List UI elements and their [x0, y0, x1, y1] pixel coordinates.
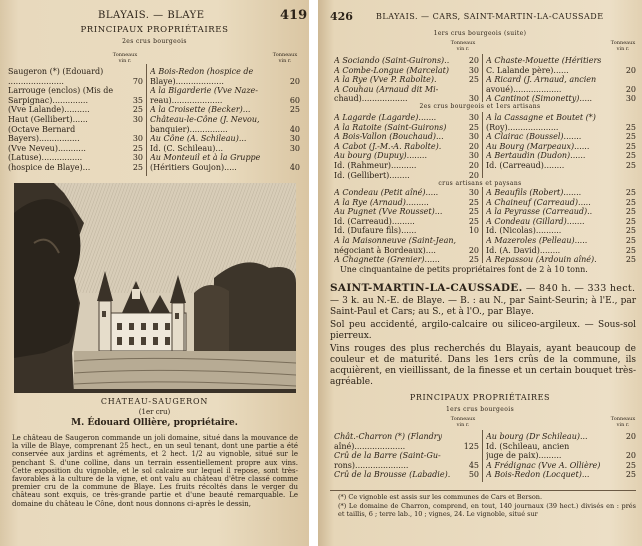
tonneaux-value: 70 — [132, 76, 143, 86]
tonneaux-value: 30 — [289, 134, 300, 144]
owner-name: A Bois-Redon (hospice de — [150, 67, 254, 76]
tonneaux-value — [297, 153, 300, 163]
tonneaux-value: 25 — [132, 143, 143, 153]
owner-name: A Bertaudin (Dudon)...... — [486, 151, 586, 161]
tonneaux-value: 25 — [468, 75, 479, 85]
subsection-title: 1ers crus bourgeois — [445, 406, 515, 413]
owner-name: A Frédignac (Vve A. Ollière) — [486, 460, 601, 470]
tonneaux-value — [140, 67, 143, 77]
tonneaux-value: 20 — [468, 245, 479, 255]
tonneaux-value — [140, 125, 143, 135]
owner-name: rons)..................... — [334, 460, 409, 470]
page-number: 419 — [280, 8, 308, 23]
owner-name: Au bourg (Dupuy)........ — [334, 151, 427, 161]
owners-column-2 — [486, 56, 636, 104]
owner-entry — [334, 461, 479, 471]
owner-name: juge de paix)......... — [486, 451, 562, 461]
tonneaux-value: 30 — [468, 132, 479, 142]
page-number: 426 — [330, 10, 353, 23]
tonneaux-value: 60 — [289, 95, 300, 105]
owner-name: (Vve Neveu)........... — [8, 143, 86, 153]
owner-entry — [334, 432, 479, 442]
owner-name: (Octave Bernard — [8, 124, 76, 134]
owners-column-2 — [486, 432, 636, 480]
owner-entry — [8, 134, 143, 144]
column-divider — [482, 112, 483, 178]
owner-entry — [334, 123, 479, 133]
owner-entry — [486, 198, 636, 208]
owner-name: A Chagnette (Grenier)...... — [334, 255, 440, 265]
owner-name: Crû de la Brousse (Labadie). — [334, 470, 451, 480]
owners-column-2 — [486, 188, 636, 265]
right-page — [318, 0, 642, 546]
subsection-title: 1ers crus bourgeois (suite) — [433, 30, 527, 37]
owner-entry — [486, 236, 636, 246]
tonneaux-label-col2: Tonneaux vin r. — [610, 416, 636, 428]
owner-entry — [150, 96, 300, 106]
owner-name: Id. (Schileau, ancien — [486, 441, 570, 451]
owner-entry — [486, 246, 636, 256]
owner-name: A la Peyrasse (Carreaud).. — [486, 207, 593, 217]
tonneaux-value: 25 — [625, 132, 636, 142]
owner-entry — [8, 86, 143, 96]
owner-name: Id. (Dufaure fils)...... — [334, 226, 417, 236]
tonneaux-value: 45 — [468, 460, 479, 470]
owner-name: avoué)................... — [486, 84, 562, 94]
owner-entry — [150, 77, 300, 87]
owner-entry — [150, 125, 300, 135]
owner-entry — [334, 171, 479, 181]
owner-name: A Bois-Vallon (Bouchaud)... — [334, 132, 444, 142]
owner-entry — [486, 207, 636, 217]
tonneaux-value: 25 — [468, 197, 479, 207]
column-divider — [146, 64, 147, 176]
owner-entry — [8, 96, 143, 106]
tonneaux-value: 25 — [468, 207, 479, 217]
owner-name: Au Monteuil et à la Gruppe — [150, 153, 261, 163]
tonneaux-label-col1: Tonneaux vin r. — [112, 52, 138, 64]
tonneaux-value: 50 — [468, 470, 479, 480]
tonneaux-label-col2: Tonneaux vin r. — [610, 40, 636, 52]
description-paragraph: Le château de Saugeron commande un joli domaine, situé dans la mouvance de la ville de Blaye, comprenant 25 hect., en un seul tenant, dont une partie a été conservée aux jardins et agréments, et 2 hect. 1/2 au vignoble, situé sur le penchant S. d'une colline, dans un terrain essentiellement propre aux vins. Cette exposition du vignoble, et le sol calcaire sur lequel il repose, sont très-favorables à la culture de la vigne, et ont valu au château d'être classé comme premier cru de la commune de Blaye. Les fruits récoltés dans le verger du château sont exquis, ce très-grande partie et d'une beauté remarquable. Le domaine du château le Cône, dont nous donnons ci-après le dessin, — [12, 434, 298, 508]
owner-entry — [486, 113, 636, 123]
tail-line: Une cinquantaine de petits propriétaires font de 2 à 10 tonn. — [340, 265, 588, 274]
tonneaux-value: 20 — [468, 160, 479, 170]
tonneaux-value — [633, 56, 636, 66]
owners-column-2 — [486, 113, 636, 171]
tonneaux-value — [297, 115, 300, 125]
subsection-title: 2es crus bourgeois — [122, 38, 187, 45]
owner-entry — [334, 142, 479, 152]
tonneaux-value: 10 — [468, 226, 479, 236]
tonneaux-value: 25 — [625, 197, 636, 207]
owner-name: A la Cassagne et Boutet (*) — [486, 113, 596, 122]
tonneaux-value: 30 — [289, 143, 300, 153]
owner-entry — [486, 442, 636, 452]
owner-name: A Couhau (Arnaud dit Mi- — [334, 84, 439, 94]
column-divider — [482, 187, 483, 263]
owner-entry — [486, 451, 636, 461]
owner-name: Au Bourg (Marpeaux)...... — [486, 141, 590, 151]
tonneaux-value: 25 — [625, 245, 636, 255]
owner-name: Blaye)................... — [150, 76, 224, 86]
owner-name: A la Maisonneuve (Saint-Jean, — [334, 235, 457, 245]
tonneaux-value — [297, 86, 300, 96]
owner-entry — [486, 255, 636, 265]
owner-entry — [486, 461, 636, 471]
owner-name: Crû de la Barre (Saint-Gu- — [334, 451, 441, 461]
owner-name: Id. (Carreaud)......... — [334, 216, 415, 226]
owner-name: reau).................... — [150, 95, 223, 105]
owners-column-1 — [334, 432, 479, 480]
column-divider — [482, 430, 483, 482]
owner-name: A Condeau (Gillard)....... — [486, 216, 585, 226]
owner-name: A Bois-Redon (Locquet)... — [486, 470, 590, 480]
owner-name: Id. (Rahmeur).......... — [334, 160, 417, 170]
owner-name: ...................... — [8, 76, 64, 86]
owner-name: A Condeau (Petit aîné)..... — [334, 188, 439, 197]
subsection-title: 2es crus bourgeois et 1ers artisans — [419, 103, 541, 110]
tonneaux-value: 30 — [625, 94, 636, 104]
section-title: PRINCIPAUX PROPRIÉTAIRES — [80, 25, 229, 35]
owner-name: A la Rye (Arnaud)......... — [334, 197, 429, 207]
owner-entry — [486, 151, 636, 161]
owner-entry — [334, 198, 479, 208]
column-divider — [482, 54, 483, 102]
tonneaux-value — [476, 432, 479, 442]
tonneaux-value: 25 — [625, 151, 636, 161]
owner-entry — [486, 226, 636, 236]
tonneaux-value: 30 — [468, 65, 479, 75]
owner-entry — [486, 432, 636, 442]
tonneaux-value: 20 — [625, 432, 636, 441]
owner-name: A Repassou (Ardouin aîné). — [486, 255, 597, 265]
owner-entry — [8, 115, 143, 125]
owner-name: A Chaste-Mouette (Héritiers — [486, 56, 602, 65]
owner-name: A Ricard (J. Arnaud, ancien — [486, 75, 597, 85]
tonneaux-value: 20 — [625, 65, 636, 75]
tonneaux-value: 25 — [625, 235, 636, 245]
owner-name: A Cabot (J.-M.-A. Rabolte). — [334, 141, 442, 151]
tonneaux-value: 20 — [289, 76, 300, 86]
owner-entry — [486, 123, 636, 133]
owner-entry — [334, 75, 479, 85]
owner-name: banquier)............... — [150, 124, 228, 134]
tonneaux-value: 30 — [468, 113, 479, 122]
owner-entry — [334, 188, 479, 198]
owner-entry — [486, 142, 636, 152]
tonneaux-value: 35 — [132, 95, 143, 105]
left-page — [0, 0, 309, 546]
owners-column-2 — [150, 67, 300, 173]
owner-name: Saugeron (*) (Edouard) — [8, 67, 104, 76]
owner-entry — [8, 163, 143, 173]
owner-name: A la Ratoite (Saint-Guirons) — [334, 122, 447, 132]
owner-name: A Mazeroles (Pelleau)..... — [486, 235, 588, 245]
tonneaux-value: 25 — [289, 105, 300, 115]
tonneaux-value: 25 — [625, 160, 636, 170]
owner-name: C. Lalande père)...... — [486, 65, 569, 75]
owner-name: A Lagarde (Lagarde)....... — [334, 113, 437, 122]
tonneaux-value: 25 — [625, 460, 636, 470]
owner-name: A la Rye (Vve P. Rabolte). — [334, 75, 437, 85]
engraving-caption: CHATEAU-SAUGERON — [100, 397, 209, 406]
owner-entry — [486, 66, 636, 76]
owner-name: (Latuse)................ — [8, 153, 83, 163]
owner-entry — [8, 125, 143, 135]
owner-name: Château-le-Cône (J. Nevou, — [150, 114, 260, 124]
owner-name: (Roy).................... — [486, 122, 559, 132]
owner-name: (Héritiers Goujon)..... — [150, 162, 237, 172]
owner-entry — [486, 217, 636, 227]
owner-entry — [8, 105, 143, 115]
owner-name: A Cantinot (Simonetty)..... — [486, 94, 593, 104]
chateau-engraving — [14, 183, 296, 393]
owner-entry — [150, 67, 300, 77]
tonneaux-value — [633, 113, 636, 123]
owner-entry — [334, 56, 479, 66]
owner-entry — [334, 132, 479, 142]
tonneaux-value — [633, 75, 636, 85]
tonneaux-value: 20 — [468, 56, 479, 65]
owner-name: Larrouge (enclos) (Mis de — [8, 86, 114, 96]
running-header: BLAYAIS. — BLAYE — [98, 10, 205, 21]
owner-name: aîné).................... — [334, 441, 406, 451]
owner-name: Id. (Carreaud)........ — [486, 160, 565, 170]
footnote-1: (*) Ce vignoble est assis sur les communes de Cars et Berson. — [338, 493, 543, 501]
tonneaux-value: 25 — [625, 207, 636, 217]
tonneaux-value: 20 — [468, 170, 479, 180]
town-stats: — 840 h. — 333 hect. — [522, 283, 636, 294]
owner-entry — [8, 153, 143, 163]
owner-name: Id. (C. Schileau)... — [150, 143, 224, 153]
owner-entry — [334, 442, 479, 452]
owner-entry — [150, 105, 300, 115]
tonneaux-value: 30 — [132, 134, 143, 144]
owner-entry — [334, 226, 479, 236]
owner-entry — [334, 470, 479, 480]
tonneaux-value: 25 — [468, 122, 479, 132]
owner-name: A Clairac (Boussel)....... — [486, 132, 582, 142]
owner-entry — [334, 451, 479, 461]
tonneaux-value: 25 — [132, 105, 143, 115]
owner-name: Au bourg (Dr Schileau)... — [486, 432, 588, 441]
tonneaux-value: 25 — [468, 255, 479, 265]
footnote-2: (*) Le domaine de Charron, comprend, en tout, 140 journaux (39 hect.) divisés en : prés et taillis, 6 ; terre lab., 10 ; vignes, 24. Le vignoble, situé sur — [338, 502, 636, 518]
owner-name: Id. (A. David)........ — [486, 245, 561, 255]
tonneaux-value: 25 — [625, 470, 636, 480]
tonneaux-label-col2: Tonneaux vin r. — [272, 52, 298, 64]
running-header: BLAYAIS. — CARS, SAINT-MARTIN-LA-CAUSSADE — [376, 12, 604, 21]
tonneaux-value: 30 — [132, 114, 143, 124]
tonneaux-value — [476, 451, 479, 461]
owner-name: A la Bigarderie (Vve Naze- — [150, 86, 258, 96]
owner-entry — [334, 66, 479, 76]
owner-entry — [150, 144, 300, 154]
tonneaux-value: 25 — [625, 122, 636, 132]
tonneaux-value — [633, 442, 636, 452]
tonneaux-value: 25 — [625, 216, 636, 226]
tonneaux-value — [476, 85, 479, 95]
owner-entry — [334, 161, 479, 171]
owner-entry — [150, 86, 300, 96]
owners-column-1 — [334, 188, 479, 265]
owner-entry — [486, 188, 636, 198]
tonneaux-label-col1: Tonneaux vin r. — [450, 416, 476, 428]
owner-name: Haut (Gellibert)...... — [8, 114, 88, 124]
owner-name: Sarpignac).............. — [8, 95, 88, 105]
owner-entry — [150, 115, 300, 125]
section-title: PRINCIPAUX PROPRIÉTAIRES — [409, 393, 551, 402]
tonneaux-value: 30 — [132, 153, 143, 163]
owners-column-1 — [334, 113, 479, 180]
owner-name: A Sociando (Saint-Guirons).. — [334, 56, 450, 65]
owner-name: A Beaufils (Robert)....... — [486, 188, 582, 197]
tonneaux-value: 30 — [468, 151, 479, 161]
owner-entry — [334, 151, 479, 161]
tonneaux-value: 25 — [468, 216, 479, 226]
owners-column-1 — [334, 56, 479, 104]
subsection-title: crus artisans et paysans — [438, 180, 522, 187]
tonneaux-value: 30 — [468, 188, 479, 197]
owner-name: A Combe-Longue (Marcelat) — [334, 65, 450, 75]
tonneaux-value: 25 — [625, 226, 636, 236]
town-heading — [330, 282, 636, 294]
town-name: SAINT-MARTIN-LA-CAUSSADE. — [330, 282, 523, 294]
footnote-rule — [330, 490, 636, 491]
owner-entry — [334, 207, 479, 217]
owner-name: Bayers)................ — [8, 134, 80, 144]
owner-line: M. Édouard Ollière, propriétaire. — [71, 418, 238, 428]
owner-name: chaud).................. — [334, 94, 408, 104]
owner-name: négociant à Bordeaux).... — [334, 245, 436, 255]
owner-entry — [8, 77, 143, 87]
tonneaux-value: 20 — [625, 451, 636, 461]
tonneaux-value: 25 — [625, 188, 636, 197]
owner-name: A Chaineuf (Carreaud)..... — [486, 197, 591, 207]
owner-entry — [150, 134, 300, 144]
owner-entry — [486, 56, 636, 66]
owner-name: (Vve Lalande).......... — [8, 105, 90, 115]
owner-entry — [334, 255, 479, 265]
tonneaux-value: 30 — [468, 94, 479, 104]
owner-entry — [486, 85, 636, 95]
tonneaux-value: 40 — [289, 162, 300, 172]
tonneaux-label-col1: Tonneaux vin r. — [450, 40, 476, 52]
tonneaux-value: 40 — [289, 124, 300, 134]
owner-entry — [334, 217, 479, 227]
owner-entry — [334, 113, 479, 123]
owner-name: (hospice de Blaye)... — [8, 162, 91, 172]
owner-entry — [334, 246, 479, 256]
tonneaux-value — [297, 67, 300, 77]
owner-entry — [8, 144, 143, 154]
tonneaux-value: 25 — [625, 141, 636, 151]
owner-name: Id. (Nicolas).......... — [486, 226, 562, 236]
soil-paragraph: Sol peu accidenté, argilo-calcaire ou siliceo-argileux. — Sous-sol pierreux. — [330, 320, 636, 341]
owner-entry — [334, 236, 479, 246]
wine-paragraph: Vins rouges des plus recherchés du Blayais, ayant beaucoup de couleur et de maturité. Dans les 1ers crûs de la commune, ils acquièrent, en vieillissant, de la finesse et un certain bouquet très-agréable. — [330, 344, 636, 387]
tonneaux-value — [140, 86, 143, 96]
owner-entry — [334, 85, 479, 95]
owner-entry — [150, 163, 300, 173]
tonneaux-value: 25 — [132, 162, 143, 172]
owner-name: Chât.-Charron (*) (Flandry — [334, 432, 443, 441]
town-boundaries: — 3 k. au N.-E. de Blaye. — B. : au N., par Saint-Seurin; à l'E., par Saint-Paul et Cars; au S., et à l'O., par Blaye. — [330, 296, 636, 317]
owner-name: Id. (Gellibert)........ — [334, 170, 410, 180]
engraving-cru: (1er cru) — [138, 408, 171, 416]
tonneaux-value: 125 — [463, 441, 479, 451]
owner-entry — [486, 75, 636, 85]
tonneaux-value: 20 — [625, 84, 636, 94]
owner-entry — [486, 470, 636, 480]
owner-name: Au Cône (A. Schileau)... — [150, 134, 247, 144]
owner-name: Au Pugnet (Vve Rousset)... — [334, 207, 443, 217]
owner-name: A la Croisette (Becker)... — [150, 105, 251, 115]
tonneaux-value: 20 — [468, 141, 479, 151]
tonneaux-value: 25 — [625, 255, 636, 265]
owner-entry — [150, 153, 300, 163]
owner-entry — [8, 67, 143, 77]
owners-column-1 — [8, 67, 143, 173]
tonneaux-value — [476, 236, 479, 246]
owner-entry — [486, 161, 636, 171]
owner-entry — [486, 132, 636, 142]
